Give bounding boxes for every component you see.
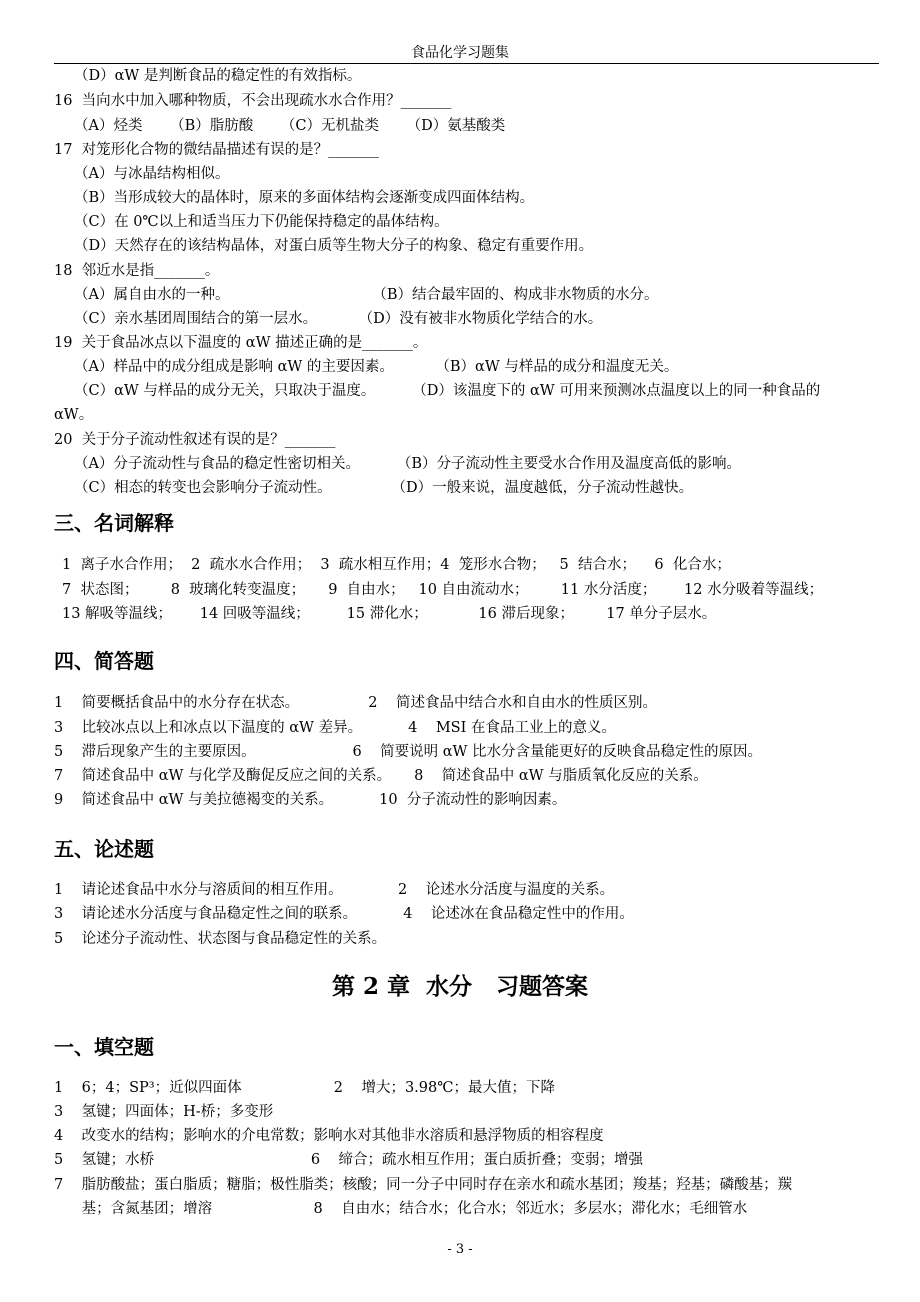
chapter-title: 第 2 章 水分 习题答案 bbox=[331, 973, 589, 1000]
text-line: 7 简述食品中 αW 与化学及酶促反应之间的关系。 8 简述食品中 αW 与脂质氧化反应的关系。 bbox=[54, 768, 708, 784]
text-line: （A）烃类 （B）脂肪酸 （C）无机盐类 （D）氨基酸类 bbox=[74, 118, 506, 134]
text-line: 3 请论述水分活度与食品稳定性之间的联系。 4 论述冰在食品稳定性中的作用。 bbox=[54, 906, 634, 922]
text-line: 17 对笼形化合物的微结晶描述有误的是？_______ bbox=[54, 142, 379, 158]
text-line: （C）相态的转变也会影响分子流动性。 （D）一般来说，温度越低，分子流动性越快。 bbox=[74, 480, 694, 496]
page-header-title: 食品化学习题集 bbox=[411, 45, 509, 61]
text-line: 7 脂肪酸盐；蛋白脂质；糖脂；极性脂类；核酸；同一分子中同时存在亲水和疏水基团；羧基；羟基；磷酸基；羰 bbox=[54, 1177, 793, 1193]
section-heading: 四、简答题 bbox=[54, 649, 154, 673]
text-line: 1 请论述食品中水分与溶质间的相互作用。 2 论述水分活度与温度的关系。 bbox=[54, 882, 615, 898]
text-line: 3 氢键；四面体；H-桥；多变形 bbox=[54, 1104, 274, 1120]
text-line: 1 离子水合作用； 2 疏水水合作用； 3 疏水相互作用；4 笼形水合物； 5 结合水； 6 化合水； bbox=[62, 557, 731, 573]
text-line: αW。 bbox=[54, 407, 94, 423]
text-line: （A）分子流动性与食品的稳定性密切相关。 （B）分子流动性主要受水合作用及温度高低的影响。 bbox=[74, 456, 741, 472]
text-line: 5 论述分子流动性、状态图与食品稳定性的关系。 bbox=[54, 931, 387, 947]
text-line: 9 简述食品中 αW 与美拉德褐变的关系。 10 分子流动性的影响因素。 bbox=[54, 792, 567, 808]
section-heading: 一、填空题 bbox=[54, 1035, 154, 1059]
page-number: - 3 - bbox=[447, 1242, 473, 1257]
text-line: 13 解吸等温线； 14 回吸等温线； 15 滞化水； 16 滞后现象； 17 单分子层水。 bbox=[62, 606, 717, 622]
header-divider bbox=[54, 63, 879, 64]
text-line: 7 状态图； 8 玻璃化转变温度； 9 自由水； 10 自由流动水； 11 水分活度； 12 水分吸着等温线； bbox=[62, 582, 824, 598]
text-line: （A）与冰晶结构相似。 bbox=[74, 166, 230, 182]
text-line: 1 简要概括食品中的水分存在状态。 2 简述食品中结合水和自由水的性质区别。 bbox=[54, 695, 657, 711]
text-line: 1 6；4；SP³；近似四面体 2 增大；3.98℃；最大值；下降 bbox=[54, 1080, 555, 1096]
text-line: 4 改变水的结构；影响水的介电常数；影响水对其他非水溶质和悬浮物质的相容程度 bbox=[54, 1128, 604, 1144]
text-line: （A）属自由水的一种。 （B）结合最牢固的、构成非水物质的水分。 bbox=[74, 287, 659, 303]
section-heading: 三、名词解释 bbox=[54, 511, 174, 535]
text-line: （D）αW 是判断食品的稳定性的有效指标。 bbox=[74, 68, 362, 84]
text-line: （C）亲水基团周围结合的第一层水。 （D）没有被非水物质化学结合的水。 bbox=[74, 311, 603, 327]
text-line: 18 邻近水是指_______。 bbox=[54, 263, 220, 279]
text-line: 3 比较冰点以上和冰点以下温度的 αW 差异。 4 MSI 在食品工业上的意义。 bbox=[54, 720, 616, 736]
text-line: 19 关于食品冰点以下温度的 αW 描述正确的是_______。 bbox=[54, 335, 428, 351]
text-line: 5 滞后现象产生的主要原因。 6 简要说明 αW 比水分含量能更好的反映食品稳定性的原因。 bbox=[54, 744, 763, 760]
text-line: 16 当向水中加入哪种物质，不会出现疏水水合作用？_______ bbox=[54, 93, 452, 109]
text-line: 基；含氮基团；增溶 8 自由水；结合水；化合水；邻近水；多层水；滞化水；毛细管水 bbox=[54, 1201, 748, 1217]
text-line: （C）在 0℃以上和适当压力下仍能保持稳定的晶体结构。 bbox=[74, 214, 449, 230]
section-heading: 五、论述题 bbox=[54, 837, 154, 861]
text-line: 5 氢键；水桥 6 缔合；疏水相互作用；蛋白质折叠；变弱；增强 bbox=[54, 1152, 644, 1168]
text-line: （D）天然存在的该结构晶体，对蛋白质等生物大分子的构象、稳定有重要作用。 bbox=[74, 238, 594, 254]
text-line: （B）当形成较大的晶体时，原来的多面体结构会逐渐变成四面体结构。 bbox=[74, 190, 535, 206]
text-line: （C）αW 与样品的成分无关，只取决于温度。 （D）该温度下的 αW 可用来预测冰点温度以上的同一种食品的 bbox=[74, 383, 821, 399]
text-line: 20 关于分子流动性叙述有误的是？_______ bbox=[54, 432, 336, 448]
text-line: （A）样品中的成分组成是影响 αW 的主要因素。 （B）αW 与样品的成分和温度无关。 bbox=[74, 359, 679, 375]
